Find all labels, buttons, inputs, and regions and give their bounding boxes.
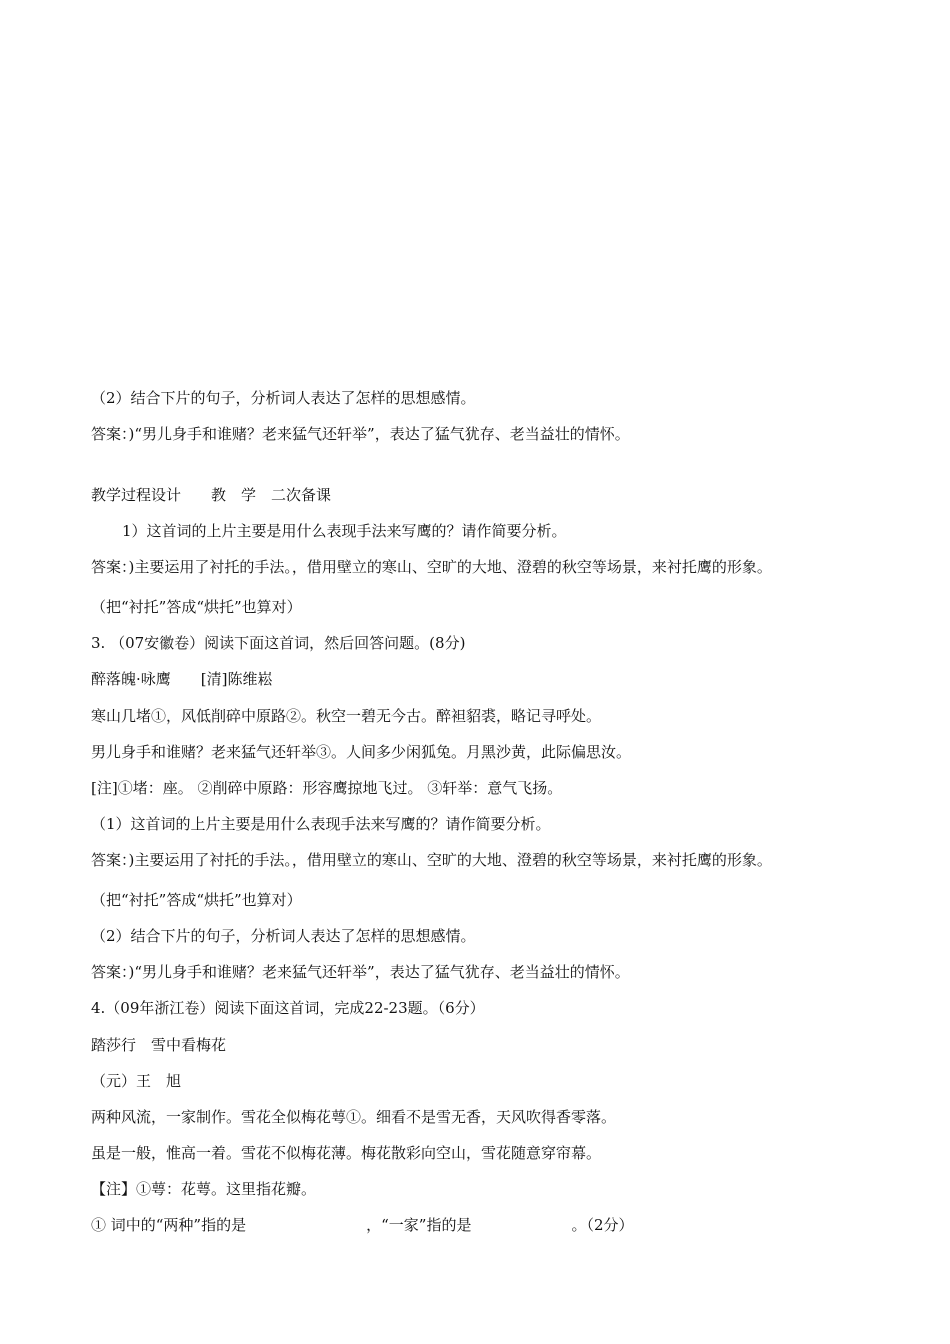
question-4-1-part-a: ① 词中的“两种”指的是	[91, 1216, 247, 1234]
poem-1-notes: [注]①堵：座。 ②削碎中原路：形容鹰掠地飞过。 ③轩举：意气飞扬。	[91, 779, 563, 797]
poem-2-author: （元）王 旭	[91, 1072, 182, 1090]
answer-3-2: 答案：)“男儿身手和谁赌？老来猛气还轩举”，表达了猛气犹存、老当益壮的情怀。	[91, 963, 630, 981]
answer-2: 答案：)“男儿身手和谁赌？老来猛气还轩举”，表达了猛气犹存、老当益壮的情怀。	[91, 425, 630, 443]
question-1-prompt: 1）这首词的上片主要是用什么表现手法来写鹰的？请作简要分析。	[122, 522, 567, 540]
poem-2-line-1: 两种风流，一家制作。雪花全似梅花萼①。细看不是雪无香，天风吹得香零落。	[91, 1108, 617, 1126]
answer-1: 答案：)主要运用了衬托的手法。，借用壁立的寒山、空旷的大地、澄碧的秋空等场景，来衬托鹰的形象。	[91, 558, 772, 576]
question-3-1-prompt: （1）这首词的上片主要是用什么表现手法来写鹰的？请作简要分析。	[91, 815, 551, 833]
question-4-heading: 4.（09年浙江卷）阅读下面这首词，完成22-23题。（6分）	[91, 999, 485, 1017]
question-3-heading: 3. （07安徽卷）阅读下面这首词，然后回答问题。(8分)	[91, 634, 466, 652]
poem-1-title: 醉落魄·咏鹰 [清]陈维崧	[91, 670, 273, 688]
answer-1-note: （把“衬托”答成“烘托”也算对）	[91, 598, 302, 616]
poem-2-line-2: 虽是一般，惟高一着。雪花不似梅花薄。梅花散彩向空山，雪花随意穿帘幕。	[91, 1144, 602, 1162]
poem-2-title: 踏莎行 雪中看梅花	[91, 1036, 227, 1054]
question-4-1-part-b: ，“一家”指的是	[366, 1216, 472, 1234]
answer-3-1-note: （把“衬托”答成“烘托”也算对）	[91, 891, 302, 909]
answer-3-1: 答案：)主要运用了衬托的手法。，借用壁立的寒山、空旷的大地、澄碧的秋空等场景，来衬托鹰的形象。	[91, 851, 772, 869]
poem-1-line-1: 寒山几堵①，风低削碎中原路②。秋空一碧无今古。醉袒貂裘，略记寻呼处。	[91, 707, 602, 725]
lesson-design-header: 教学过程设计 教 学 二次备课	[91, 486, 332, 504]
poem-2-note: 【注】①萼：花萼。这里指花瓣。	[91, 1180, 317, 1198]
question-2-prompt: （2）结合下片的句子，分析词人表达了怎样的思想感情。	[91, 389, 476, 407]
question-3-2-prompt: （2）结合下片的句子，分析词人表达了怎样的思想感情。	[91, 927, 476, 945]
question-4-1	[91, 1215, 634, 1235]
question-4-1-part-c: 。（2分）	[571, 1216, 634, 1234]
poem-1-line-2: 男儿身手和谁赌？老来猛气还轩举③。人间多少闲狐兔。月黑沙黄，此际偏思汝。	[91, 743, 632, 761]
